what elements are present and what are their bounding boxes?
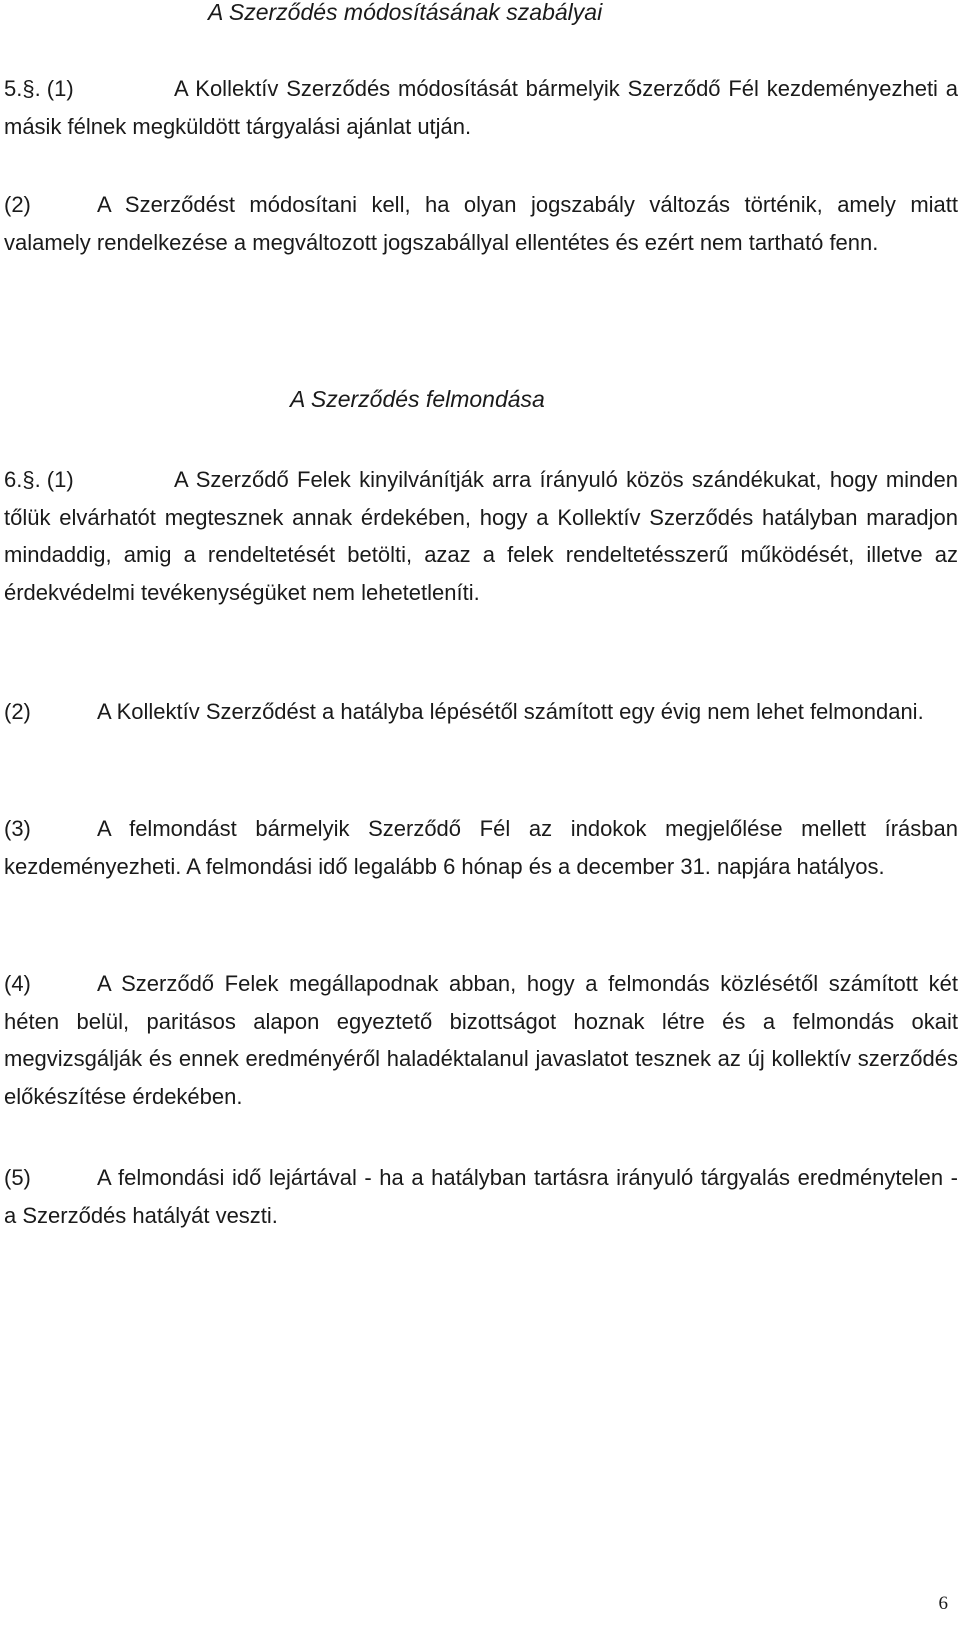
- paragraph-label: 5.§. (1): [4, 76, 74, 101]
- paragraph-text: A Szerződő Felek megállapodnak abban, hogy a felmondás közlésétől számított két héten belül, paritásos alapon egyeztető bizottságot hoznak létre és a felmondás okait megvizsgálják és ennek eredményéről haladéktalanul javaslatot tesznek az új kollektív szerződés előkészítése érdekében.: [4, 971, 958, 1109]
- paragraph-text: A felmondási idő lejártával - ha a hatályban tartásra irányuló tárgyalás eredménytelen - a Szerződés hatályát veszti.: [4, 1165, 958, 1228]
- page-number: 6: [938, 1593, 948, 1614]
- paragraph-6-2: [4, 693, 958, 731]
- paragraph-text: A Kollektív Szerződést a hatályba lépésétől számított egy évig nem lehet felmondani.: [97, 699, 924, 724]
- paragraph-6-1: [4, 461, 958, 611]
- paragraph-text: A Szerződést módosítani kell, ha olyan jogszabály változás történik, amely miatt valamely rendelkezése a megváltozott jogszabállyal ellentétes és ezért nem tartható fenn.: [4, 192, 958, 255]
- paragraph-text: A Kollektív Szerződés módosítását bármelyik Szerződő Fél kezdeményezheti a másik félnek megküldött tárgyalási ajánlat utján.: [4, 76, 958, 139]
- paragraph-label: (2): [4, 699, 31, 724]
- heading-termination: A Szerződés felmondása: [290, 386, 545, 412]
- paragraph-text: A Szerződő Felek kinyilvánítják arra írányuló közös szándékukat, hogy minden tőlük elvárhatót megtesznek annak érdekében, hogy a Kollektív Szerződés hatályban maradjon mindaddig, amig a rendeltetését betölti, azaz a felek rendeltetésszerű működését, illetve az érdekvédelmi tevékenységüket nem lehetetleníti.: [4, 467, 958, 605]
- paragraph-6-4: [4, 965, 958, 1115]
- paragraph-text: A felmondást bármelyik Szerződő Fél az indokok megjelőlése mellett írásban kezdeményezheti. A felmondási idő legalább 6 hónap és a december 31. napjára hatályos.: [4, 816, 958, 879]
- heading-modification-rules: A Szerződés módosításának szabályai: [208, 0, 603, 25]
- paragraph-label: (4): [4, 971, 31, 996]
- paragraph-label: 6.§. (1): [4, 467, 74, 492]
- paragraph-5-2: [4, 186, 958, 261]
- paragraph-6-3: [4, 810, 958, 885]
- paragraph-label: (5): [4, 1165, 31, 1190]
- paragraph-6-5: [4, 1159, 958, 1234]
- paragraph-label: (2): [4, 192, 31, 217]
- paragraph-5-1: [4, 70, 958, 145]
- paragraph-label: (3): [4, 816, 31, 841]
